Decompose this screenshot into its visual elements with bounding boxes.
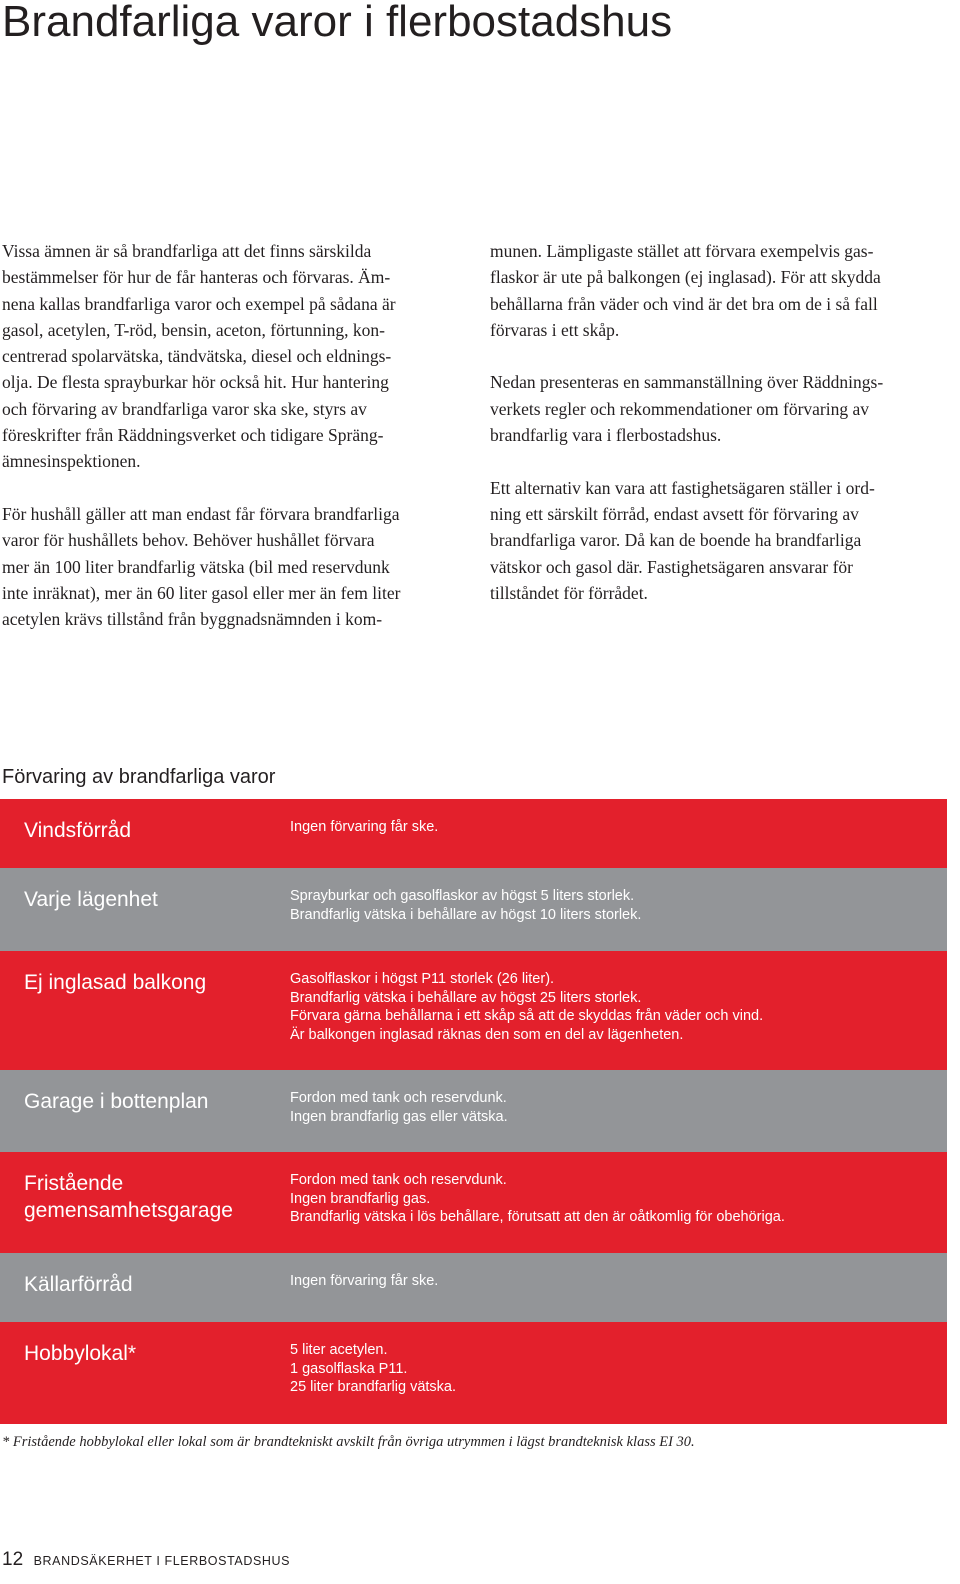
row-label-line: Vindsförråd: [24, 819, 132, 842]
text-line: bestämmelser för hur de får hanteras och förvaras. Äm-: [2, 267, 391, 288]
row-description: [290, 1089, 940, 1126]
row-description-line: Ingen förvaring får ske.: [290, 1273, 439, 1289]
row-description-line: Gasolflaskor i högst P11 storlek (26 liter).: [290, 971, 555, 987]
row-description: [290, 818, 940, 837]
text-line: inte inräknat), mer än 60 liter gasol eller mer än fem liter: [2, 582, 401, 603]
text-line: gasol, acetylen, T-röd, bensin, aceton, förtunning, kon-: [2, 319, 385, 340]
row-label-line: Garage i bottenplan: [24, 1090, 209, 1113]
page-footer: [2, 1547, 290, 1573]
storage-table: [0, 799, 947, 1424]
row-label: [24, 1271, 274, 1298]
text-line: För hushåll gäller att man endast får förvara brandfarliga: [2, 503, 400, 524]
row-label: [24, 817, 274, 844]
row-description-line: Förvara gärna behållarna i ett skåp så att de skyddas från väder och vind.: [290, 1008, 764, 1024]
row-description-line: Ingen förvaring får ske.: [290, 819, 439, 835]
storage-row-varje-lagenhet: [0, 868, 947, 951]
table-heading: Förvaring av brandfarliga varor: [2, 766, 276, 788]
row-label-line: Varje lägenhet: [24, 888, 158, 911]
left-text-column: [2, 238, 472, 659]
row-description-line: Sprayburkar och gasolflaskor av högst 5 liters storlek.: [290, 888, 635, 904]
storage-row-fristaende-gemensamhetsgarage: [0, 1152, 947, 1253]
storage-row-vindsforrad: [0, 799, 947, 868]
text-line: Ett alternativ kan vara att fastighetsägaren ställer i ord-: [490, 477, 875, 498]
text-line: vätskor och gasol där. Fastighetsägaren ansvarar för: [490, 556, 854, 577]
row-description-line: Är balkongen inglasad räknas den som en del av lägenheten.: [290, 1026, 684, 1043]
row-label: [24, 1340, 274, 1367]
page-number: 12: [2, 1549, 24, 1570]
text-line: förvaras i ett skåp.: [490, 319, 620, 340]
row-label: [24, 886, 274, 913]
row-label: [24, 969, 274, 996]
text-line: varor för hushållets behov. Behöver hushållet förvara: [2, 530, 375, 551]
text-line: centrerad spolarvätska, tändvätska, diesel och eldnings-: [2, 346, 392, 367]
text-line: ning ett särskilt förråd, endast avsett för förvaring av: [490, 503, 859, 524]
text-line: Nedan presenteras en sammanställning över Räddnings-: [490, 372, 884, 393]
row-description: [290, 1171, 940, 1227]
text-line: nena kallas brandfarliga varor och exempel på sådana är: [2, 293, 396, 314]
row-description-line: Brandfarlig vätska i behållare av högst 10 liters storlek.: [290, 906, 642, 923]
row-label-line: gemensamhetsgarage: [24, 1199, 233, 1222]
text-line: flaskor är ute på balkongen (ej inglasad). För att skydda: [490, 267, 881, 288]
row-description-line: Brandfarlig vätska i behållare av högst 25 liters storlek.: [290, 989, 642, 1006]
row-description: [290, 887, 940, 924]
row-label-line: Källarförråd: [24, 1273, 133, 1296]
row-description-line: Ingen brandfarlig gas.: [290, 1190, 431, 1207]
storage-row-kallarforrad: [0, 1253, 947, 1322]
text-line: och förvaring av brandfarliga varor ska ske, styrs av: [2, 398, 367, 419]
running-title: BRANDSÄKERHET I FLERBOSTADSHUS: [33, 1554, 291, 1568]
row-label: [24, 1088, 274, 1115]
text-line: tillståndet för förrådet.: [490, 582, 648, 603]
paragraph: [490, 369, 952, 448]
paragraph: [2, 501, 472, 632]
text-line: behållarna från väder och vind är det bra om de i så fall: [490, 293, 878, 314]
storage-row-ej-inglasad-balkong: [0, 951, 947, 1070]
row-description-line: 1 gasolflaska P11.: [290, 1360, 408, 1377]
page-title: Brandfarliga varor i flerbostadshus: [2, 0, 673, 46]
text-line: Vissa ämnen är så brandfarliga att det finns särskilda: [2, 241, 372, 261]
text-line: ämnesinspektionen.: [2, 451, 141, 472]
row-description-line: Ingen brandfarlig gas eller vätska.: [290, 1108, 508, 1125]
text-line: acetylen krävs tillstånd från byggnadsnämnden i kom-: [2, 609, 383, 630]
row-description: [290, 1272, 940, 1291]
row-description-line: 25 liter brandfarlig vätska.: [290, 1379, 457, 1395]
text-line: brandfarliga varor. Då kan de boende ha brandfarliga: [490, 530, 862, 551]
row-description-line: 5 liter acetylen.: [290, 1342, 388, 1358]
text-line: föreskrifter från Räddningsverket och tidigare Spräng-: [2, 425, 384, 446]
row-label-line: Ej inglasad balkong: [24, 971, 207, 994]
text-line: munen. Lämpligaste stället att förvara exempelvis gas-: [490, 241, 874, 261]
row-label-line: Hobbylokal*: [24, 1342, 137, 1365]
row-label: [24, 1170, 274, 1224]
row-description: [290, 1341, 940, 1397]
paragraph: [490, 238, 952, 343]
right-text-column: [490, 238, 952, 632]
row-description-line: Fordon med tank och reservdunk.: [290, 1090, 507, 1106]
text-line: verkets regler och rekommendationer om förvaring av: [490, 398, 870, 419]
row-label-line: Fristående: [24, 1172, 124, 1195]
row-description-line: Brandfarlig vätska i lös behållare, förutsatt att den är oåtkomlig för obehöriga.: [290, 1209, 785, 1225]
row-description: [290, 970, 940, 1044]
paragraph: [490, 475, 952, 606]
storage-row-hobbylokal: [0, 1322, 947, 1424]
text-line: olja. De flesta sprayburkar hör också hit. Hur hantering: [2, 372, 389, 393]
storage-row-garage-i-bottenplan: [0, 1070, 947, 1152]
text-line: brandfarlig vara i flerbostadshus.: [490, 425, 722, 446]
footnote: * Fristående hobbylokal eller lokal som är brandtekniskt avskilt från övriga utrymmen i lägst brandteknisk klass EI 30.: [2, 1434, 695, 1450]
text-line: mer än 100 liter brandfarlig vätska (bil med reservdunk: [2, 556, 390, 577]
row-description-line: Fordon med tank och reservdunk.: [290, 1172, 507, 1188]
paragraph: [2, 238, 472, 475]
